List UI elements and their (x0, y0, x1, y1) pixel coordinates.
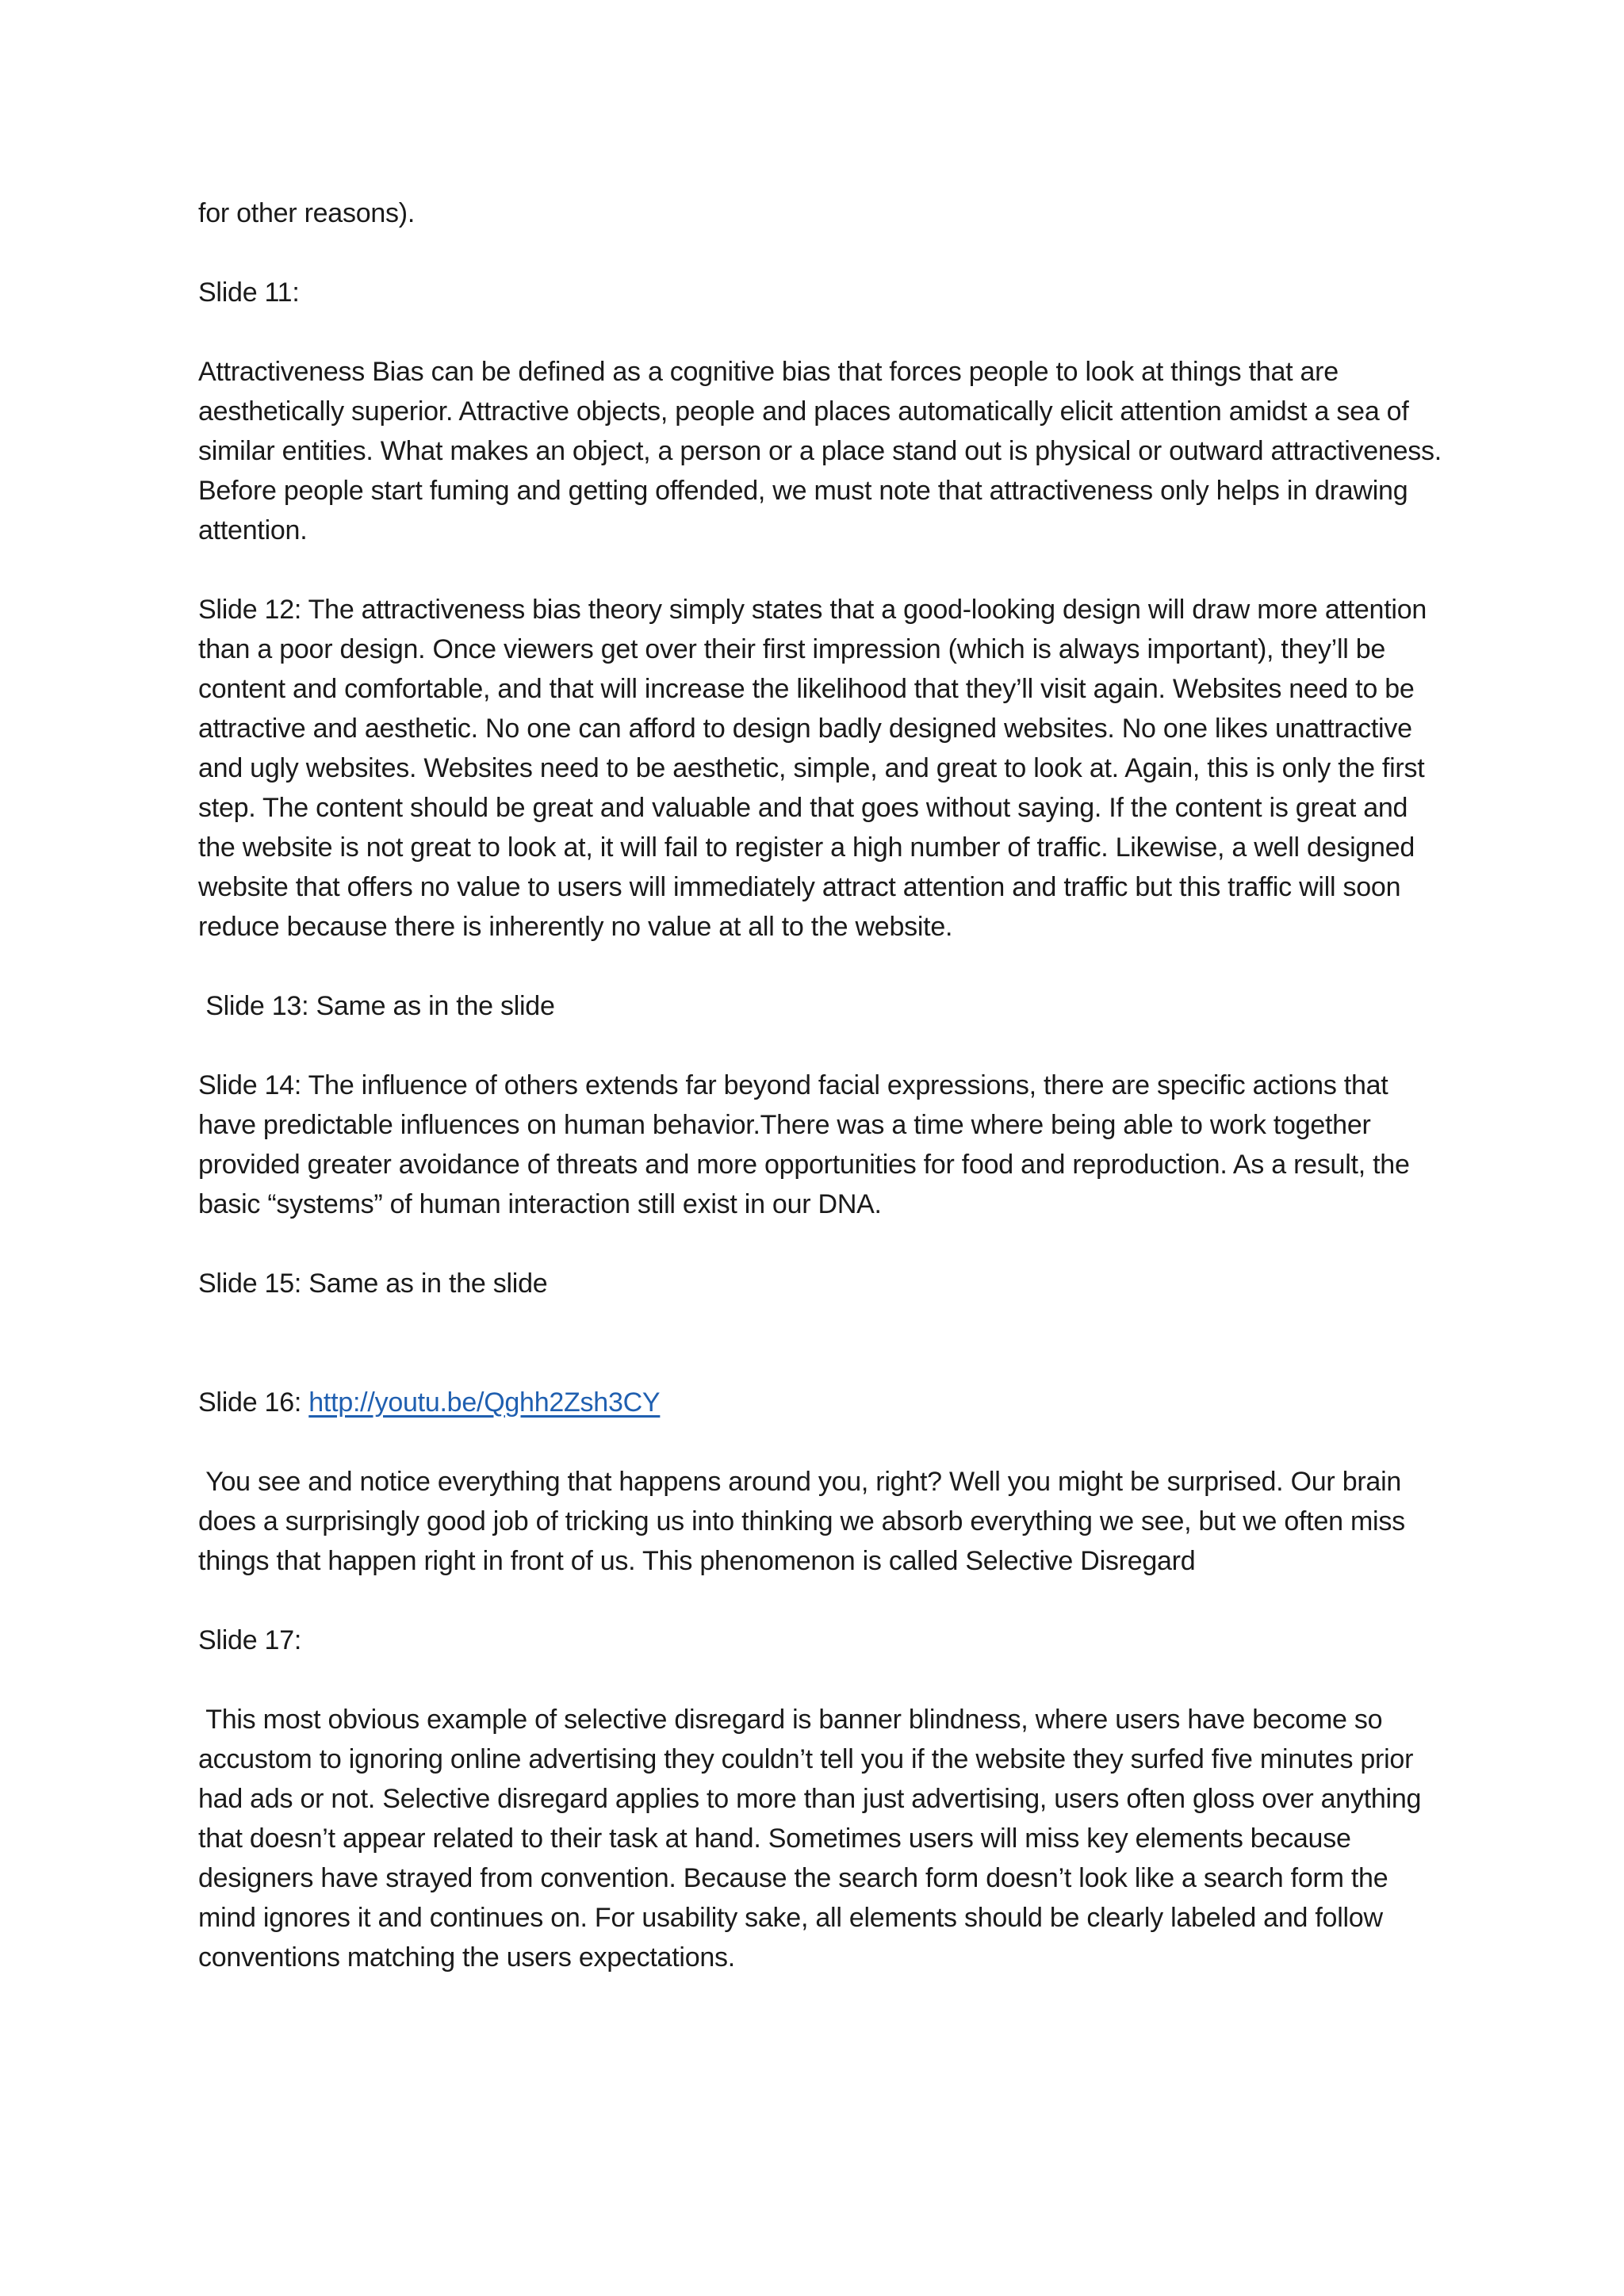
paragraph-attractiveness-bias: Attractiveness Bias can be defined as a cognitive bias that forces people to look at things that are aesthetically superior. Attractive objects, people and places automatically elicit attention amidst a sea of similar entities. What makes an object, a person or a place stand out is physical or outward attractiveness. Before people start fuming and getting offended, we must note that attractiveness only helps in drawing attention. (198, 357, 1450, 545)
paragraph-slide-14: Slide 14: The influence of others extends far beyond facial expressions, there are specific actions that have predictable influences on human behavior.There was a time where being able to work together provided greater avoidance of threats and more opportunities for food and reproduction. As a result, the basic “systems” of human interaction still exist in our DNA. (198, 1070, 1417, 1219)
paragraph-slide-13: Slide 13: Same as in the slide (198, 991, 555, 1021)
heading-slide-11: Slide 11: (198, 277, 300, 308)
document-body (198, 193, 1451, 2017)
paragraph-slide-12: Slide 12: The attractiveness bias theory simply states that a good-looking design will draw more attention than a poor design. Once viewers get over their first impression (which is always important), they’ll be content and comfortable, and that will increase the likelihood that they’ll visit again. Websites need to be attractive and aesthetic. No one can afford to design badly designed websites. No one likes unattractive and ugly websites. Websites need to be aesthetic, simple, and great to look at. Again, this is only the first step. The content should be great and valuable and that goes without saying. If the content is great and the website is not great to look at, it will fail to register a high number of traffic. Likewise, a well designed website that offers no value to users will immediately attract attention and traffic but this traffic will soon reduce because there is inherently no value at all to the website. (198, 595, 1434, 942)
paragraph-slide-16 (198, 1383, 1451, 1422)
paragraph-slide-15: Slide 15: Same as in the slide (198, 1269, 548, 1299)
slide-16-label: Slide 16: (198, 1387, 309, 1418)
youtube-link[interactable]: http://youtu.be/Qghh2Zsh3CY (308, 1387, 661, 1418)
paragraph-banner-blindness: This most obvious example of selective disregard is banner blindness, where users have become so accustom to ignoring online advertising they couldn’t tell you if the website they surfed five minutes prior had ads or not. Selective disregard applies to more than just advertising, users often gloss over anything that doesn’t appear related to their task at hand. Sometimes users will miss key elements because designers have strayed from convention. Because the search form doesn’t look like a search form the mind ignores it and continues on. For usability sake, all elements should be clearly labeled and follow conventions matching the users expectations. (198, 1705, 1429, 1973)
paragraph-selective-disregard: You see and notice everything that happens around you, right? Well you might be surprised. Our brain does a surprisingly good job of tricking us into thinking we absorb everything we see, but we often miss things that happen right in front of us. This phenomenon is called Selective Disregard (198, 1467, 1413, 1576)
paragraph-continuation: for other reasons). (198, 198, 416, 228)
heading-slide-17: Slide 17: (198, 1625, 302, 1655)
